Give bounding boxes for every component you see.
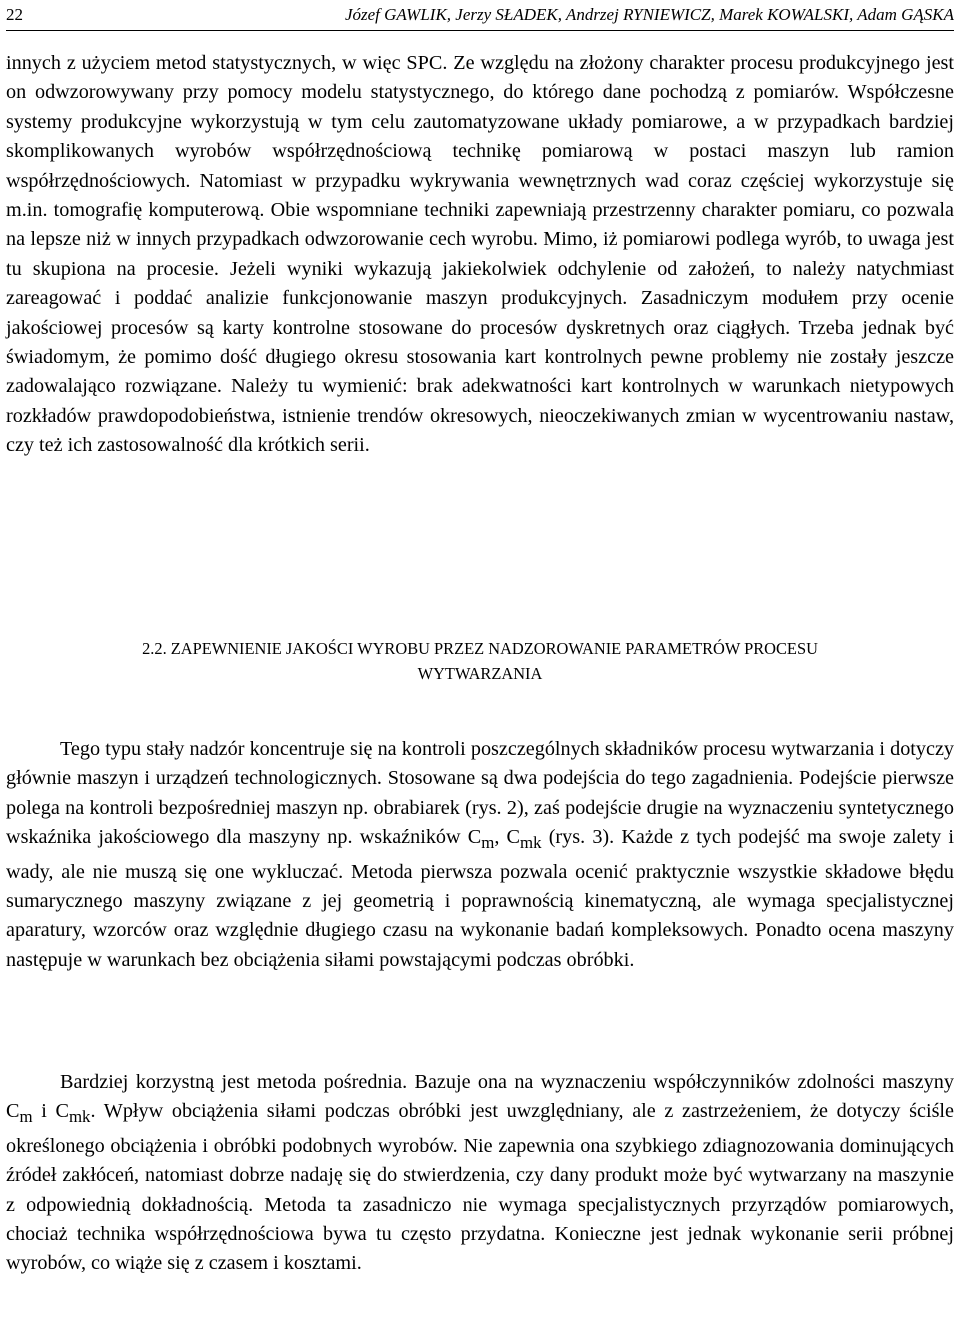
header-rule <box>6 30 954 31</box>
paragraph-indirect-method <box>6 1068 954 1279</box>
text-run: Bardziej korzystną jest metoda pośrednia. Bazuje ona na wyznaczeniu współczynników zdolności maszyny C <box>6 1071 954 1123</box>
section-heading-line2: WYTWARZANIA <box>417 664 543 683</box>
subscript: mk <box>520 833 542 853</box>
subscript: mk <box>68 1107 91 1127</box>
text-run: . Wpływ obciążenia siłami podczas obróbki jest uwzględniany, ale z zastrzeżeniem, że dotyczy ściśle określonego obciążenia i obróbki podobnych wyrobów. Nie zapewnia ona szybkiego zdiagnozowania dominujących źródeł zakłóceń, natomiast dobrze nadaję się do stwierdzenia, czy dany produkt może być wytwarzany na maszynie z odpowiednią dokładnością. Metoda ta zasadniczo nie wymaga specjalistycznych przyrządów pomiarowych, chociaż technika współrzędnościowa bywa tu często przydatna. Konieczne jest jednak wykonanie serii próbnej wyrobów, co wiąże się z czasem i kosztami. <box>6 1100 954 1275</box>
text-run: Tego typu stały nadzór koncentruje się na kontroli poszczególnych składników procesu wytwarzania i dotyczy głównie maszyn i urządzeń technologicznych. Stosowane są dwa podejścia do tego zagadnienia. Podejście pierwsze polega na kontroli bezpośredniej maszyn np. obrabiarek (rys. 2), zaś podejście drugie na wyznaczeniu syntetycznego wskaźnika jakościowego dla maszyny np. wskaźników C <box>6 738 954 849</box>
text-run: (rys. 3). Każde z tych podejść ma swoje zalety i wady, ale nie muszą się one wykluczać. Metoda pierwsza pozwala ocenić praktycznie wszystkie składowe błędu sumarycznego maszyny związane z jej geometrią i poprawnością kinematyczną, ale wymaga specjalistycznej aparatury, wzorców oraz względnie długiego czasu na wykonanie badań kompleksowych. Ponadto ocena maszyny następuje w warunkach bez obciążenia siłami powstającymi podczas obróbki. <box>6 826 955 971</box>
header-authors: Józef GAWLIK, Jerzy SŁADEK, Andrzej RYNIEWICZ, Marek KOWALSKI, Adam GĄSKA <box>344 5 954 24</box>
paragraph-spc: innych z użyciem metod statystycznych, w więc SPC. Ze względu na złożony charakter procesu produkcyjnego jest on odwzorowywany przy pomocy modelu statystycznego, do którego dane pochodzą z pomiarów. Współczesne systemy produkcyjne wykorzystują w tym celu zautomatyzowane układy pomiarowe, a w przypadkach bardziej skomplikowanych wyrobów współrzędnościową technikę pomiarową w postaci maszyn lub ramion współrzędnościowych. Natomiast w przypadku wykrywania wewnętrznych wad coraz częściej wykorzystuje się m.in. tomografię komputerową. Obie wspomniane techniki zapewniają przestrzenny charakter pomiaru, co pozwala na lepsze niż w innych przypadkach odwzorowanie cech wyrobu. Mimo, iż pomiarowi podlega wyrób, to uwaga jest tu skupiona na procesie. Jeżeli wyniki wykazują jakiekolwiek odchylenie od założeń, to należy natychmiast zareagować i poddać analizie funkcjonowanie maszyn produkcyjnych. Zasadniczym modułem przy ocenie jakościowej procesów są karty kontrolne stosowane do procesów dyskretnych oraz ciągłych. Trzeba jednak być świadomym, że pomimo dość długiego okresu stosowania kart kontrolnych pewne problemy nie zostały jeszcze zadowalająco rozwiązane. Należy tu wymienić: brak adekwatności kart kontrolnych w warunkach nietypowych rozkładów prawdopodobieństwa, istnienie trendów okresowych, nieoczekiwanych zmian w wycentrowaniu nastaw, czy też ich zastosowalność dla krótkich serii. <box>6 52 954 457</box>
text-run: i C <box>32 1100 69 1123</box>
paragraph-machine-supervision <box>6 735 954 975</box>
section-heading-line1: 2.2. ZAPEWNIENIE JAKOŚCI WYROBU PRZEZ NADZOROWANIE PARAMETRÓW PROCESU <box>142 639 818 658</box>
page-number: 22 <box>6 5 23 24</box>
subscript: m <box>481 833 495 853</box>
section-heading <box>6 636 954 686</box>
subscript: m <box>19 1107 33 1127</box>
text-run: , C <box>494 826 521 849</box>
running-header <box>6 4 954 26</box>
